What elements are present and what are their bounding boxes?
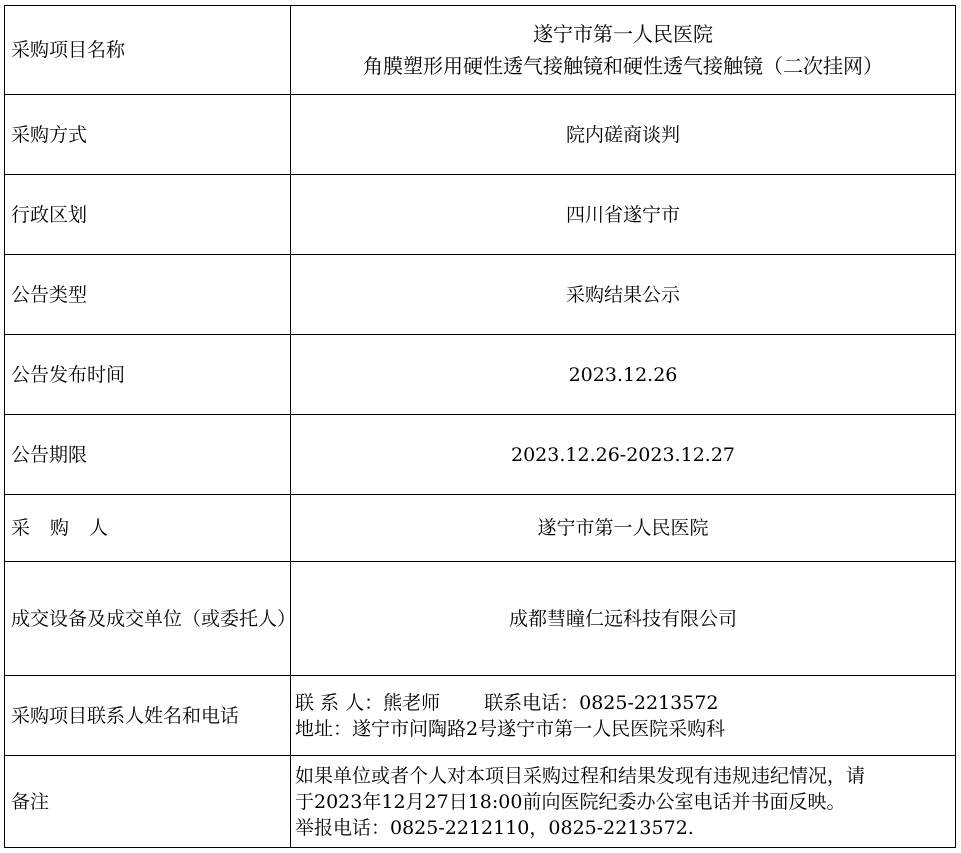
region-value: 四川省遂宁市 [291,175,956,255]
row-label: 公告期限 [5,415,291,495]
row-label: 采购人 [11,517,129,539]
project-title-line1: 遂宁市第一人民医院 [533,22,713,46]
row-label: 公告类型 [5,255,291,335]
row-label: 采购项目名称 [5,6,291,95]
project-title-line2: 角膜塑形用硬性透气接触镜和硬性透气接触镜（二次挂网） [363,54,883,78]
remarks-cell [291,756,956,848]
table-row [5,562,956,676]
purchaser-value: 遂宁市第一人民医院 [291,495,956,562]
table-row [5,676,956,756]
table-row [5,175,956,255]
remarks-line: 于2023年12月27日18:00前向医院纪委办公室电话并书面反映。 [295,790,846,813]
notice-period-value: 2023.12.26-2023.12.27 [291,415,956,495]
remarks-line: 如果单位或者个人对本项目采购过程和结果发现有违规违纪情况，请 [295,764,866,787]
table-row [5,95,956,175]
row-label: 采购项目联系人姓名和电话 [5,676,291,756]
table-row [5,756,956,848]
purchaser-label-cell [5,495,291,562]
contact-line: 联 系 人：熊老师 联系电话：0825-2213572 [295,691,719,714]
row-label: 成交设备及成交单位（或委托人） [5,562,291,676]
table-row [5,335,956,415]
row-label: 公告发布时间 [5,335,291,415]
row-label: 备注 [5,756,291,848]
address-line: 地址：遂宁市问陶路2号遂宁市第一人民医院采购科 [295,717,726,740]
procurement-notice-table [4,5,956,848]
table-row [5,495,956,562]
table-row [5,415,956,495]
row-label: 采购方式 [5,95,291,175]
table-row [5,6,956,95]
row-label: 行政区划 [5,175,291,255]
project-name-cell [291,6,956,95]
publish-date-value: 2023.12.26 [291,335,956,415]
table-row [5,255,956,335]
procurement-method-value: 院内磋商谈判 [291,95,956,175]
winning-supplier-value: 成都彗瞳仁远科技有限公司 [291,562,956,676]
report-phone-line: 举报电话：0825-2212110，0825-2213572. [295,816,694,839]
contact-cell [291,676,956,756]
notice-type-value: 采购结果公示 [291,255,956,335]
